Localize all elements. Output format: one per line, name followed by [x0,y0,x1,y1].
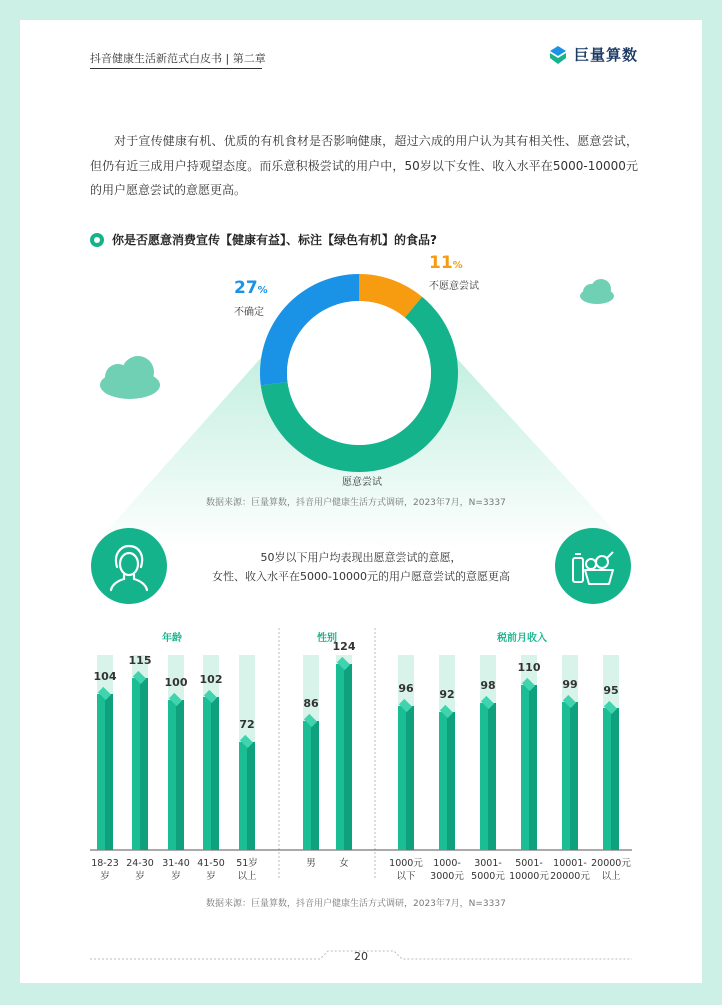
chart-title-income: 税前月收入 [497,633,547,644]
bar-income [398,706,414,850]
category-line: 以上 [601,871,621,882]
category-line: 18-23 [91,858,119,869]
bar-gender [336,664,352,850]
pie-label-unwilling: 不愿意尝试 [429,281,479,292]
percent-sign: % [257,285,268,296]
category-line: 3000元 [430,871,464,882]
bar-income [480,703,496,850]
percent-sign: % [452,260,463,271]
category-line: 岁 [100,871,110,882]
category-line: 以上 [237,871,257,882]
bar-value-label: 86 [303,697,319,710]
bar-income [521,685,537,850]
bar-age [239,742,255,850]
bar-income [603,708,619,851]
pie-value-unsure-number: 27 [234,278,258,298]
category-line: 男 [306,858,316,869]
bar-age [168,700,184,850]
category-line: 51岁 [236,858,258,869]
bar-value-label: 124 [332,640,356,653]
category-line: 20000元 [591,858,631,869]
bar-value-label: 104 [93,670,117,683]
category-line: 5001- [515,858,543,869]
category-line: 20000元 [550,871,590,882]
category-line: 10001- [553,858,587,869]
bar-value-label: 92 [439,688,455,701]
pie-label-unsure: 不确定 [234,307,264,318]
bar-age [132,678,148,851]
brand-name: 巨量算数 [574,46,639,64]
insight-line-1: 50岁以下用户均表现出愿意尝试的意愿， [260,551,462,564]
category-line: 以下 [396,871,416,882]
bar-value-label: 98 [480,679,496,692]
bar-category-label [320,857,368,870]
category-line: 5000元 [471,871,505,882]
bar-age [97,694,113,850]
chart-title-age: 年龄 [162,633,182,644]
category-line: 岁 [171,871,181,882]
category-line: 41-50 [197,858,225,869]
category-line: 3001- [474,858,502,869]
page [20,20,702,983]
bar-category-label [587,857,635,883]
percent-sign: % [365,457,376,468]
pie-value-unwilling-number: 11 [429,253,453,273]
category-line: 10000元 [509,871,549,882]
source-note-bottom: 数据来源：巨量算数，抖音用户健康生活方式调研，2023年7月，N=3337 [206,899,506,909]
intro-paragraph: 对于宣传健康有机、优质的有机食材是否影响健康，超过六成的用户认为其有相关性、愿意尝试，但仍有近三成用户持观望态度。而乐意积极尝试的用户中，50岁以下女性、收入水平在5000-10000元的用户愿意尝试的意愿更高。 [90,134,638,197]
bar-value-label: 72 [239,718,255,731]
pie-value-willing-number: 62 [342,450,366,470]
bar-value-label: 96 [398,682,414,695]
page-number: 20 [354,950,368,963]
category-line: 1000元 [389,858,423,869]
source-note-top: 数据来源：巨量算数，抖音用户健康生活方式调研，2023年7月，N=3337 [206,498,506,508]
chart-title-gender: 性别 [317,633,337,644]
bar-age [203,697,219,850]
bar-category-label [223,857,271,883]
bar-income [562,702,578,851]
bar-gender [303,721,319,850]
category-line: 1000- [433,858,461,869]
pie-label-willing: 愿意尝试 [342,477,382,488]
category-line: 岁 [206,871,216,882]
bar-value-label: 110 [517,661,541,674]
bar-income [439,712,455,850]
bar-value-label: 99 [562,677,578,691]
category-line: 女 [339,858,349,869]
header-title: 抖音健康生活新范式白皮书 | 第二章 [90,52,266,65]
bar-value-label: 100 [164,676,188,689]
category-line: 24-30 [126,858,154,869]
divider-lines [20,20,702,983]
bar-value-label: 95 [603,683,619,697]
bar-value-label: 115 [128,653,152,667]
category-line: 岁 [135,871,145,882]
question-text: 你是否愿意消费宣传【健康有益】、标注【绿色有机】的食品? [112,233,437,247]
bar-value-label: 102 [199,673,223,686]
insight-line-2: 女性、收入水平在5000-10000元的用户愿意尝试的意愿更高 [212,570,510,583]
category-line: 31-40 [162,858,190,869]
